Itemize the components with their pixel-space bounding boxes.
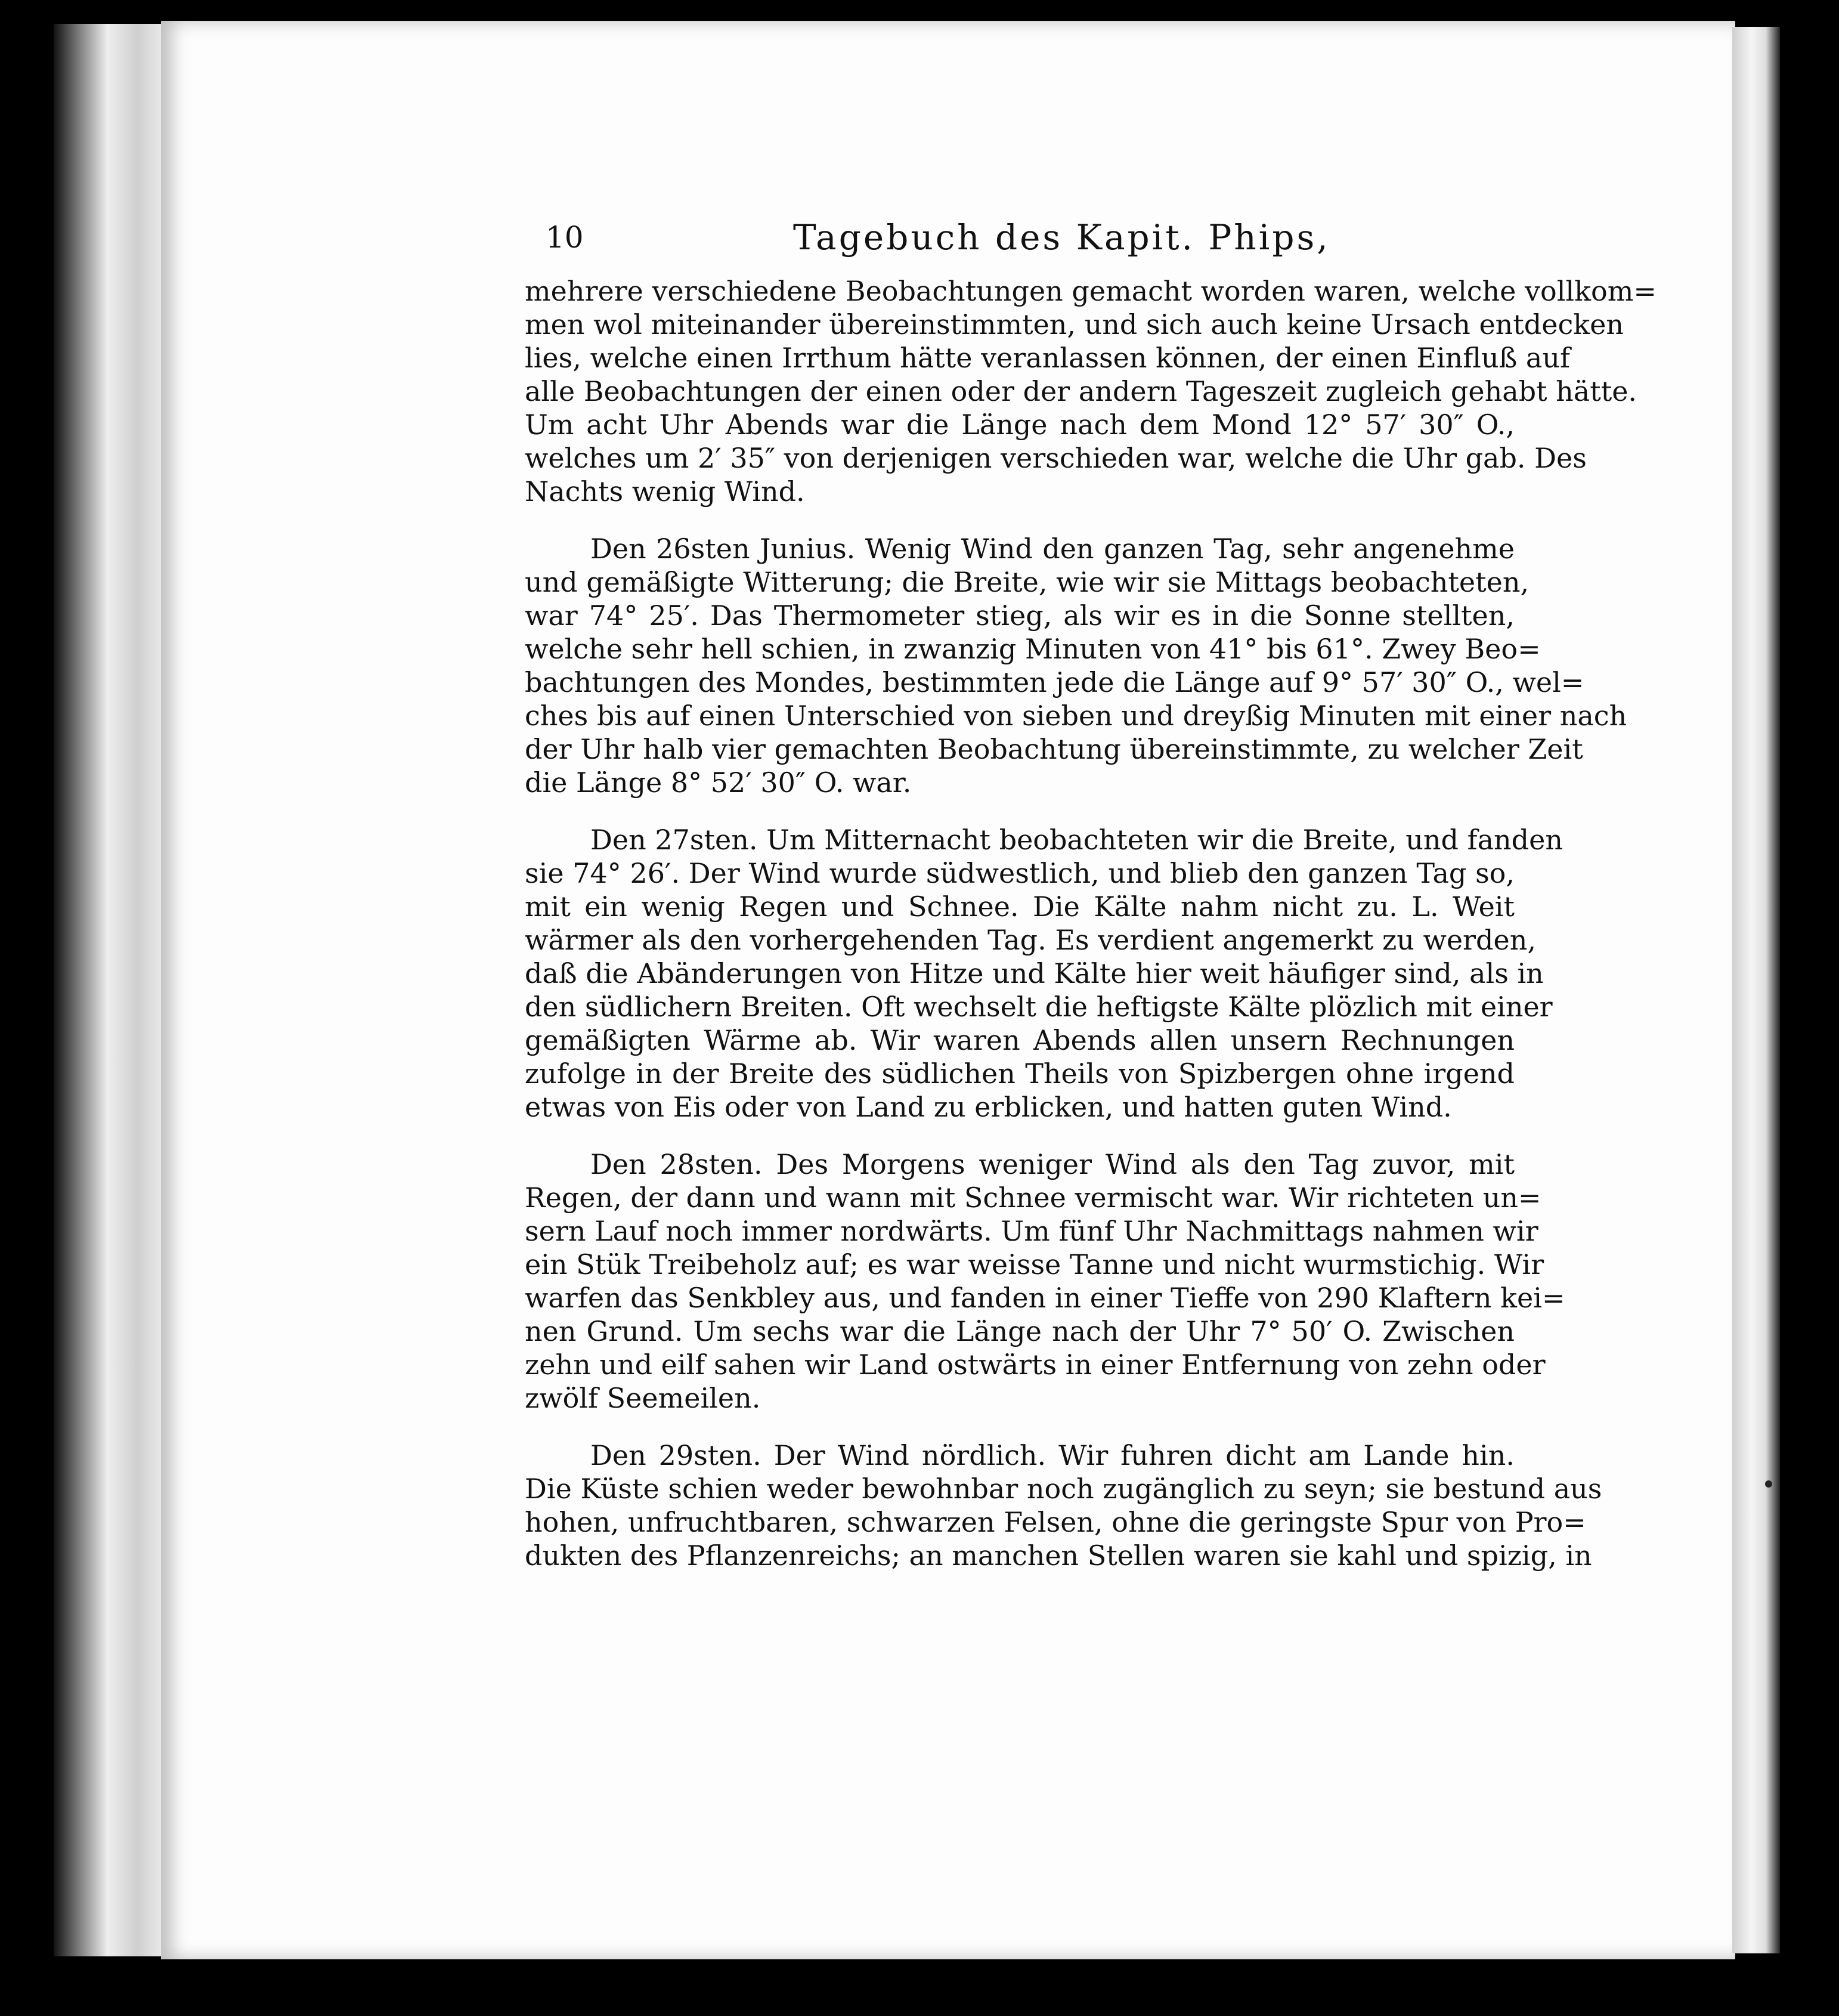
page-number: 10 [546,220,584,255]
text-line: warfen das Senkbley aus, und fanden in einer Tieffe von 290 Klaftern kei= [525,1282,1565,1314]
facing-page-edge [1732,27,1780,1953]
text-line: ches bis auf einen Unterschied von sieben und dreyßig Minuten mit einer nach [525,700,1627,732]
text-line: alle Beobachtungen der einen oder der andern Tageszeit zugleich gehabt hätte. [525,375,1637,407]
text-line: Den 29sten. Der Wind nördlich. Wir fuhren dicht am Lande hin. [590,1439,1515,1471]
text-line: war 74° 25′. Das Thermometer stieg, als wir es in die Sonne stellten, [525,599,1515,632]
paragraph [525,1148,1565,1415]
text-line: lies, welche einen Irrthum hätte veranlassen können, der einen Einfluß auf [525,342,1571,374]
running-head [525,217,1515,274]
margin-mark [1765,1480,1772,1488]
text-line: mit ein wenig Regen und Schnee. Die Kälte nahm nicht zu. L. Weit [525,890,1515,923]
text-line: nen Grund. Um sechs war die Länge nach der Uhr 7° 50′ O. Zwischen [525,1315,1515,1347]
text-line: Den 27sten. Um Mitternacht beobachteten wir die Breite, und fanden [590,824,1563,856]
paragraph [525,274,1657,508]
paragraph [525,823,1563,1124]
text-line: ein Stük Treibeholz auf; es war weisse Tanne und nicht wurmstichig. Wir [525,1248,1544,1281]
text-line: Die Küste schien weder bewohnbar noch zugänglich zu seyn; sie bestund aus [525,1473,1602,1505]
text-line: dukten des Pflanzenreichs; an manchen Stellen waren sie kahl und spizig, in [525,1539,1592,1572]
text-line: welche sehr hell schien, in zwanzig Minuten von 41° bis 61°. Zwey Beo= [525,633,1541,665]
text-line: sern Lauf noch immer nordwärts. Um fünf Uhr Nachmittags nahmen wir [525,1215,1538,1247]
text-line: Regen, der dann und wann mit Schnee vermischt war. Wir richteten un= [525,1182,1541,1214]
text-line: Um acht Uhr Abends war die Länge nach dem Mond 12° 57′ 30″ O., [525,409,1515,441]
page-text [525,217,1657,1596]
paragraph [525,532,1627,799]
text-line: Nachts wenig Wind. [525,475,805,508]
text-line: gemäßigten Wärme ab. Wir waren Abends allen unsern Rechnungen [525,1024,1515,1056]
text-line: den südlichern Breiten. Oft wechselt die heftigste Kälte plözlich mit einer [525,991,1553,1023]
text-line: hohen, unfruchtbaren, schwarzen Felsen, ohne die geringste Spur von Pro= [525,1506,1586,1538]
text-line: mehrere verschiedene Beobachtungen gemacht worden waren, welche vollkom= [525,275,1657,307]
text-line: Den 26sten Junius. Wenig Wind den ganzen Tag, sehr angenehme [590,533,1515,565]
running-title: Tagebuch des Kapit. Phips, [793,217,1330,258]
text-line: welches um 2′ 35″ von derjenigen verschieden war, welche die Uhr gab. Des [525,442,1587,474]
text-line: zwölf Seemeilen. [525,1382,761,1414]
text-line: und gemäßigte Witterung; die Breite, wie wir sie Mittags beobachteten, [525,566,1530,598]
text-line: bachtungen des Mondes, bestimmten jede die Länge auf 9° 57′ 30″ O., wel= [525,666,1584,698]
text-line: wärmer als den vorhergehenden Tag. Es verdient angemerkt zu werden, [525,924,1536,956]
text-line: men wol miteinander übereinstimmten, und sich auch keine Ursach entdecken [525,308,1624,341]
text-line: etwas von Eis oder von Land zu erblicken, und hatten guten Wind. [525,1091,1452,1123]
text-line: zufolge in der Breite des südlichen Theils von Spizbergen ohne irgend [525,1058,1515,1090]
book-spine-shadow [54,24,173,1956]
text-line: Den 28sten. Des Morgens weniger Wind als den Tag zuvor, mit [590,1148,1515,1180]
text-line: der Uhr halb vier gemachten Beobachtung übereinstimmte, zu welcher Zeit [525,733,1583,765]
text-line: zehn und eilf sahen wir Land ostwärts in einer Entfernung von zehn oder [525,1349,1546,1381]
text-line: daß die Abänderungen von Hitze und Kälte hier weit häufiger sind, als in [525,957,1544,990]
paragraph [525,1439,1602,1572]
text-line: die Länge 8° 52′ 30″ O. war. [525,766,912,799]
text-line: sie 74° 26′. Der Wind wurde südwestlich, und blieb den ganzen Tag so, [525,857,1515,889]
